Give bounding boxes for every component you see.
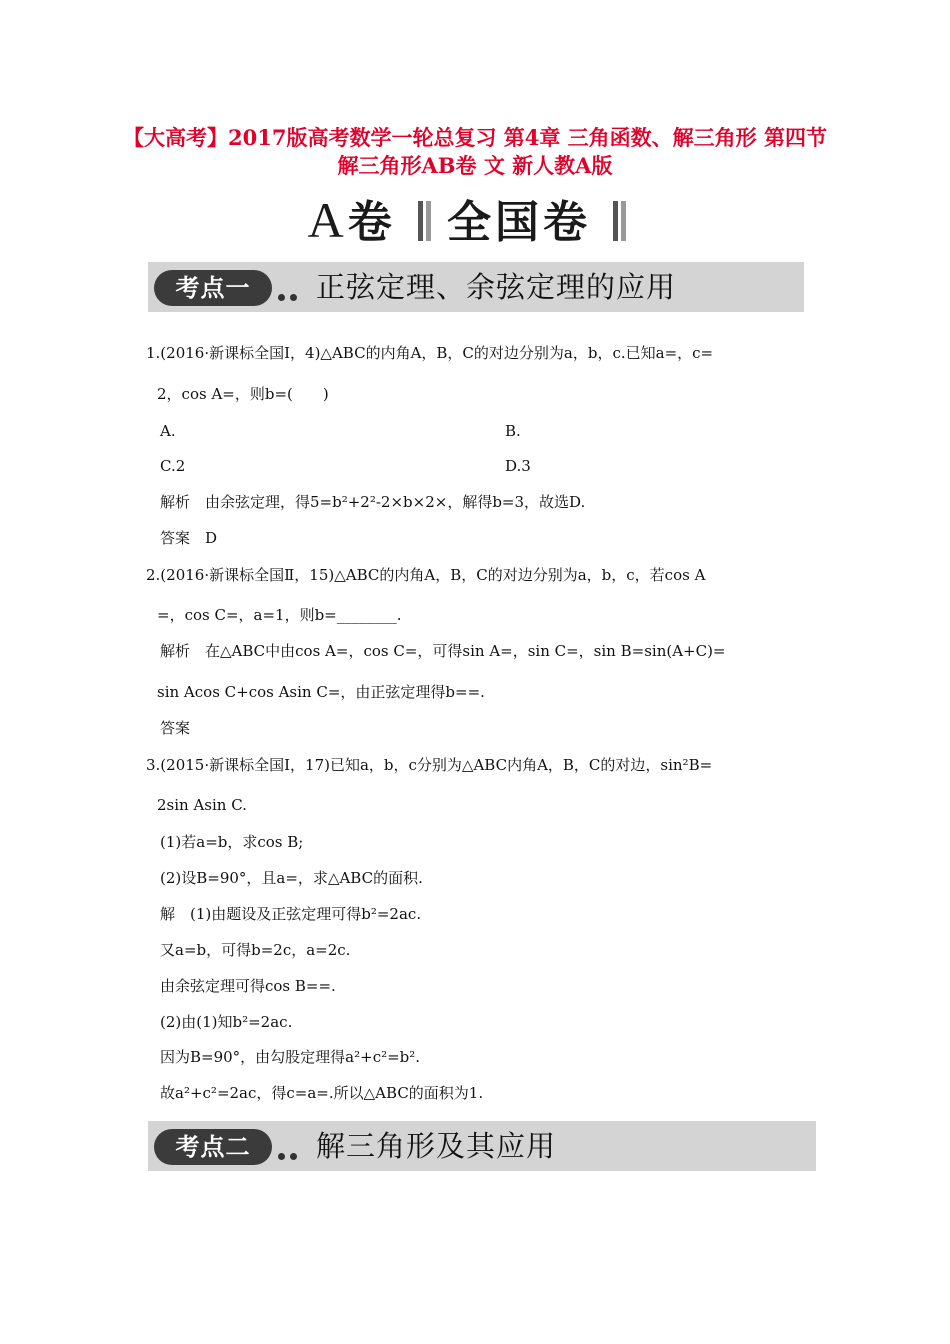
text-line: 故a²+c²=2ac，得c=a=.所以△ABC的面积为1. (160, 1084, 484, 1102)
text-line: 由余弦定理可得cos B==. (160, 977, 336, 995)
section-header-1 (148, 262, 804, 312)
text-line: (2)由(1)知b²=2ac. (160, 1013, 293, 1031)
section-title: 解三角形及其应用 (316, 1129, 557, 1163)
text-line: (1)若a=b，求cos B; (160, 833, 304, 851)
divider-bar (621, 201, 626, 241)
volume-heading (0, 186, 950, 250)
document-title: 【大高考】2017版高考数学一轮总复习 第4章 三角函数、解三角形 第四节 解三角形AB卷 文 新人教A版 (123, 125, 827, 178)
divider-bar (613, 201, 618, 241)
text-line: 又a=b，可得b=2c，a=2c. (160, 941, 351, 959)
text-line: (2)设B=90°，且a=，求△ABC的面积. (160, 869, 423, 887)
text-line: A. (160, 422, 176, 440)
volume-letter: A (307, 192, 348, 248)
divider-bar (418, 201, 423, 241)
section-dots (278, 286, 302, 305)
text-line: 2.(2016·新课标全国Ⅱ，15)△ABC的内角A，B，C的对边分别为a，b，c，若cos A (146, 566, 706, 584)
text-line: 1.(2016·新课标全国Ⅰ，4)△ABC的内角A，B，C的对边分别为a，b，c.已知a=，c= (146, 344, 714, 362)
section-title: 正弦定理、余弦定理的应用 (316, 270, 677, 304)
text-line: 2sin Asin C. (157, 796, 247, 814)
text-line: 答案 (160, 719, 191, 737)
text-line: 解析 由余弦定理，得5=b²+2²-2×b×2×，解得b=3，故选D. (160, 493, 586, 511)
text-line: 解 (1)由题设及正弦定理可得b²=2ac. (160, 905, 422, 923)
text-line: sin Acos C+cos Asin C=，由正弦定理得b==. (157, 683, 485, 701)
text-line: C.2 (160, 457, 186, 475)
text-line: 答案 D (160, 529, 218, 547)
text-line: 3.(2015·新课标全国Ⅰ，17)已知a，b，c分别为△ABC内角A，B，C的对边，sin²B= (146, 756, 713, 774)
text-line: 解析 在△ABC中由cos A=，cos C=，可得sin A=，sin C=，sin B=sin(A+C)= (160, 642, 726, 660)
text-line: =，cos C=，a=1，则b=________. (157, 606, 402, 624)
section-tag: 考点二 (154, 1129, 272, 1165)
text-line: 2，cos A=，则b=( ) (157, 385, 329, 403)
section-header-2 (148, 1121, 816, 1171)
section-tag: 考点一 (154, 270, 272, 306)
text-line: B. (505, 422, 521, 440)
text-line: D.3 (505, 457, 531, 475)
volume-name: 全国卷 (447, 197, 592, 248)
section-dots (278, 1145, 302, 1164)
volume-juan: 卷 (347, 197, 396, 248)
divider-bar (426, 201, 431, 241)
text-line: 因为B=90°，由勾股定理得a²+c²=b². (160, 1048, 421, 1066)
